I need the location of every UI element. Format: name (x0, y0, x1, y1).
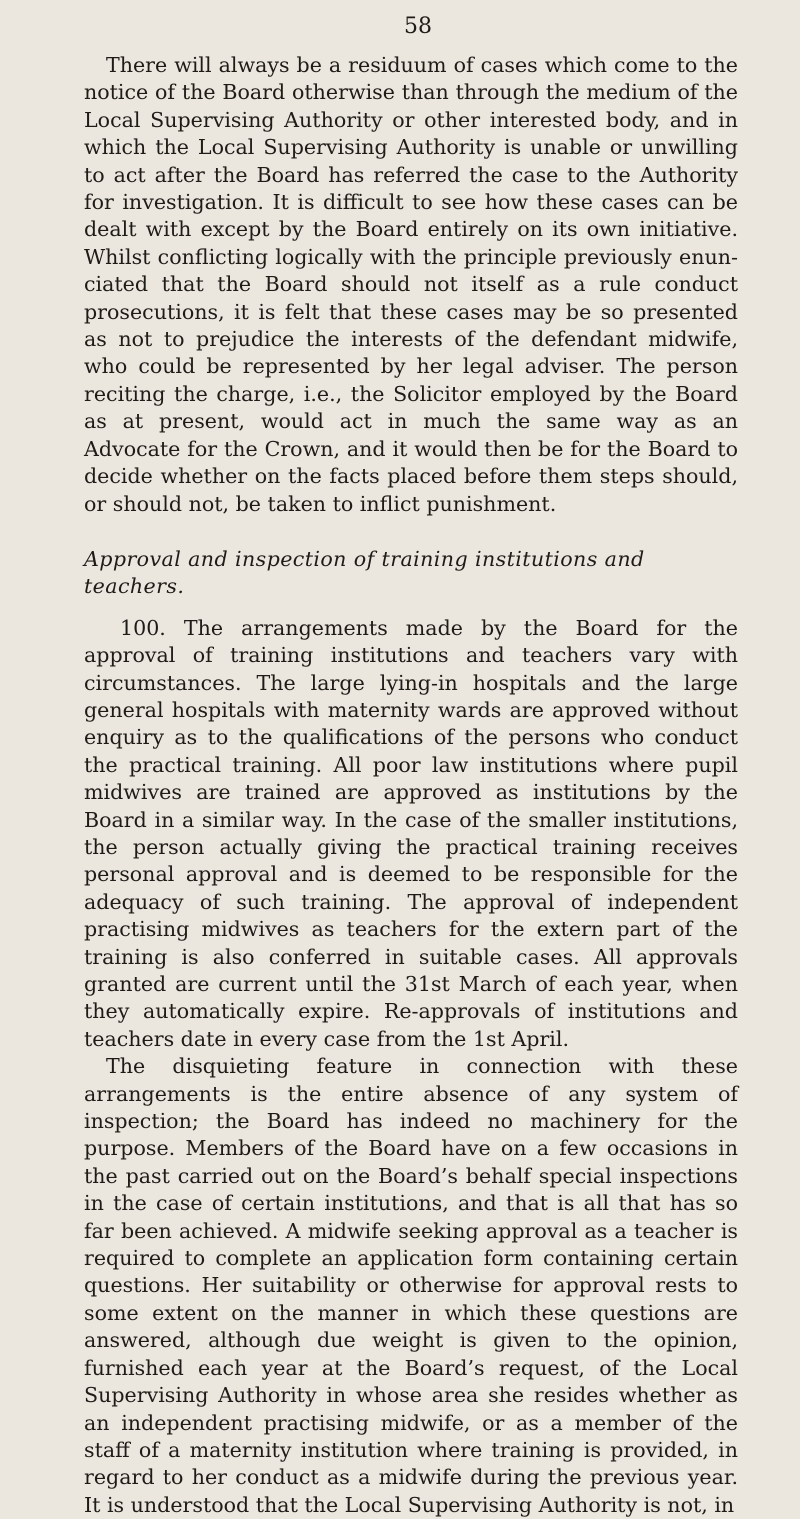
paragraph-inspection-absence: The disquieting feature in connection with these arrangements is the entire absence of any system of inspection; the Board has indeed no machinery for the purpose. Members of the Board have on a few occasions in the past carried out on the Board’s behalf special inspections in the case of certain institutions, and that is all that has so far been achieved. A midwife seeking approval as a teacher is required to complete an application form containing certain questions. Her suitability or otherwise for approval rests to some extent on the manner in which these questions are answered, although due weight is given to the opinion, furnished each year at the Board’s request, of the Local Supervising Authority in whose area she resides whether as an independent practising midwife, or as a member of the staff of a maternity institution where training is provided, in regard to her conduct as a midwife during the previous year. It is understood that the Local Supervising Authority is not, in (84, 1054, 738, 1517)
page-number: 58 (404, 14, 432, 39)
paragraph-residuum-cases: There will always be a residuum of cases which come to the notice of the Board otherwise than through the medium of the Local Supervising Authority or other interested body, and in which the Local Supervising Authority is unable or unwilling to act after the Board has referred the case to the Authority for investigation. It is difficult to see how these cases can be dealt with except by the Board entirely on its own initiative. Whilst conflicting logically with the principle previously enunciated that the Board should not itself as a rule conduct prosecutions, it is felt that these cases may be so presented as not to prejudice the interests of the defendant midwife, who could be represented by her legal adviser. The person reciting the charge, i.e., the Solicitor employed by the Board as at present, would act in much the same way as an Advocate for the Crown, and it would then be for the Board to decide whether on the facts placed before them steps should, or should not, be taken to inflict punishment. (84, 53, 738, 516)
paragraph-approval-arrangements: 100. The arrangements made by the Board for the approval of training institutions and teachers vary with circumstances. The large lying-in hospitals and the large general hospitals with maternity wards are approved without enquiry as to the qualifications of the persons who conduct the practical training. All poor law institutions where pupil midwives are trained are approved as institutions by the Board in a similar way. In the case of the smaller institutions, the person actually giving the practical training receives personal approval and is deemed to be responsible for the adequacy of such training. The approval of independent practising midwives as teachers for the extern part of the training is also conferred in suitable cases. All approvals granted are current until the 31st March of each year, when they automatically expire. Re-approvals of institutions and teachers date in every case from the 1st April. (84, 615, 738, 1051)
section-heading: Approval and inspection of training institutions and teachers. (84, 546, 645, 599)
